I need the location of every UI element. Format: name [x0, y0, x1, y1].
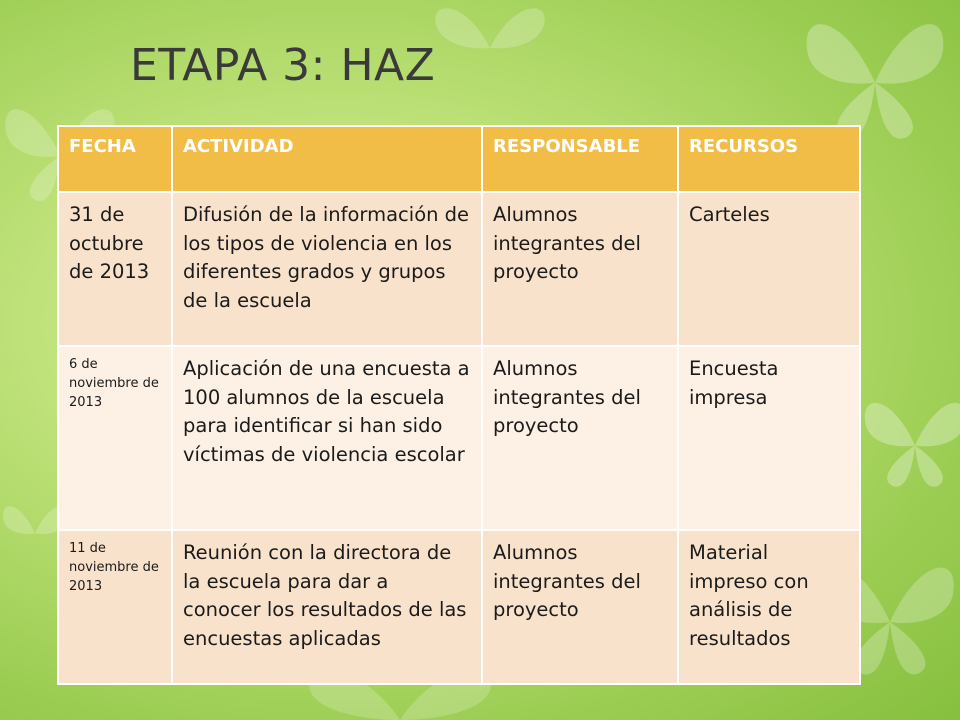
header-responsable: RESPONSABLE: [482, 126, 678, 192]
cell-recursos: Carteles: [678, 192, 860, 346]
cell-fecha: 11 de noviembre de 2013: [58, 530, 172, 684]
butterfly-decoration-icon: [860, 380, 960, 500]
cell-responsable: Alumnos integrantes del proyecto: [482, 192, 678, 346]
table-row: [58, 192, 860, 346]
cell-responsable: Alumnos integrantes del proyecto: [482, 530, 678, 684]
cell-actividad: Reunión con la directora de la escuela para dar a conocer los resultados de las encuestas aplicadas: [172, 530, 482, 684]
header-actividad: ACTIVIDAD: [172, 126, 482, 192]
header-recursos: RECURSOS: [678, 126, 860, 192]
table-header-row: [58, 126, 860, 192]
cell-fecha: 6 de noviembre de 2013: [58, 346, 172, 530]
table-row: [58, 346, 860, 530]
table-row: [58, 530, 860, 684]
cell-recursos: Encuesta impresa: [678, 346, 860, 530]
activity-table: [57, 125, 861, 685]
cell-actividad: Aplicación de una encuesta a 100 alumnos de la escuela para identificar si han sido víctimas de violencia escolar: [172, 346, 482, 530]
cell-fecha: 31 de octubre de 2013: [58, 192, 172, 346]
butterfly-decoration-icon: [420, 0, 560, 60]
cell-recursos: Material impreso con análisis de resultados: [678, 530, 860, 684]
cell-responsable: Alumnos integrantes del proyecto: [482, 346, 678, 530]
slide-title: ETAPA 3: HAZ: [130, 40, 436, 91]
cell-actividad: Difusión de la información de los tipos de violencia en los diferentes grados y grupos de la escuela: [172, 192, 482, 346]
header-fecha: FECHA: [58, 126, 172, 192]
